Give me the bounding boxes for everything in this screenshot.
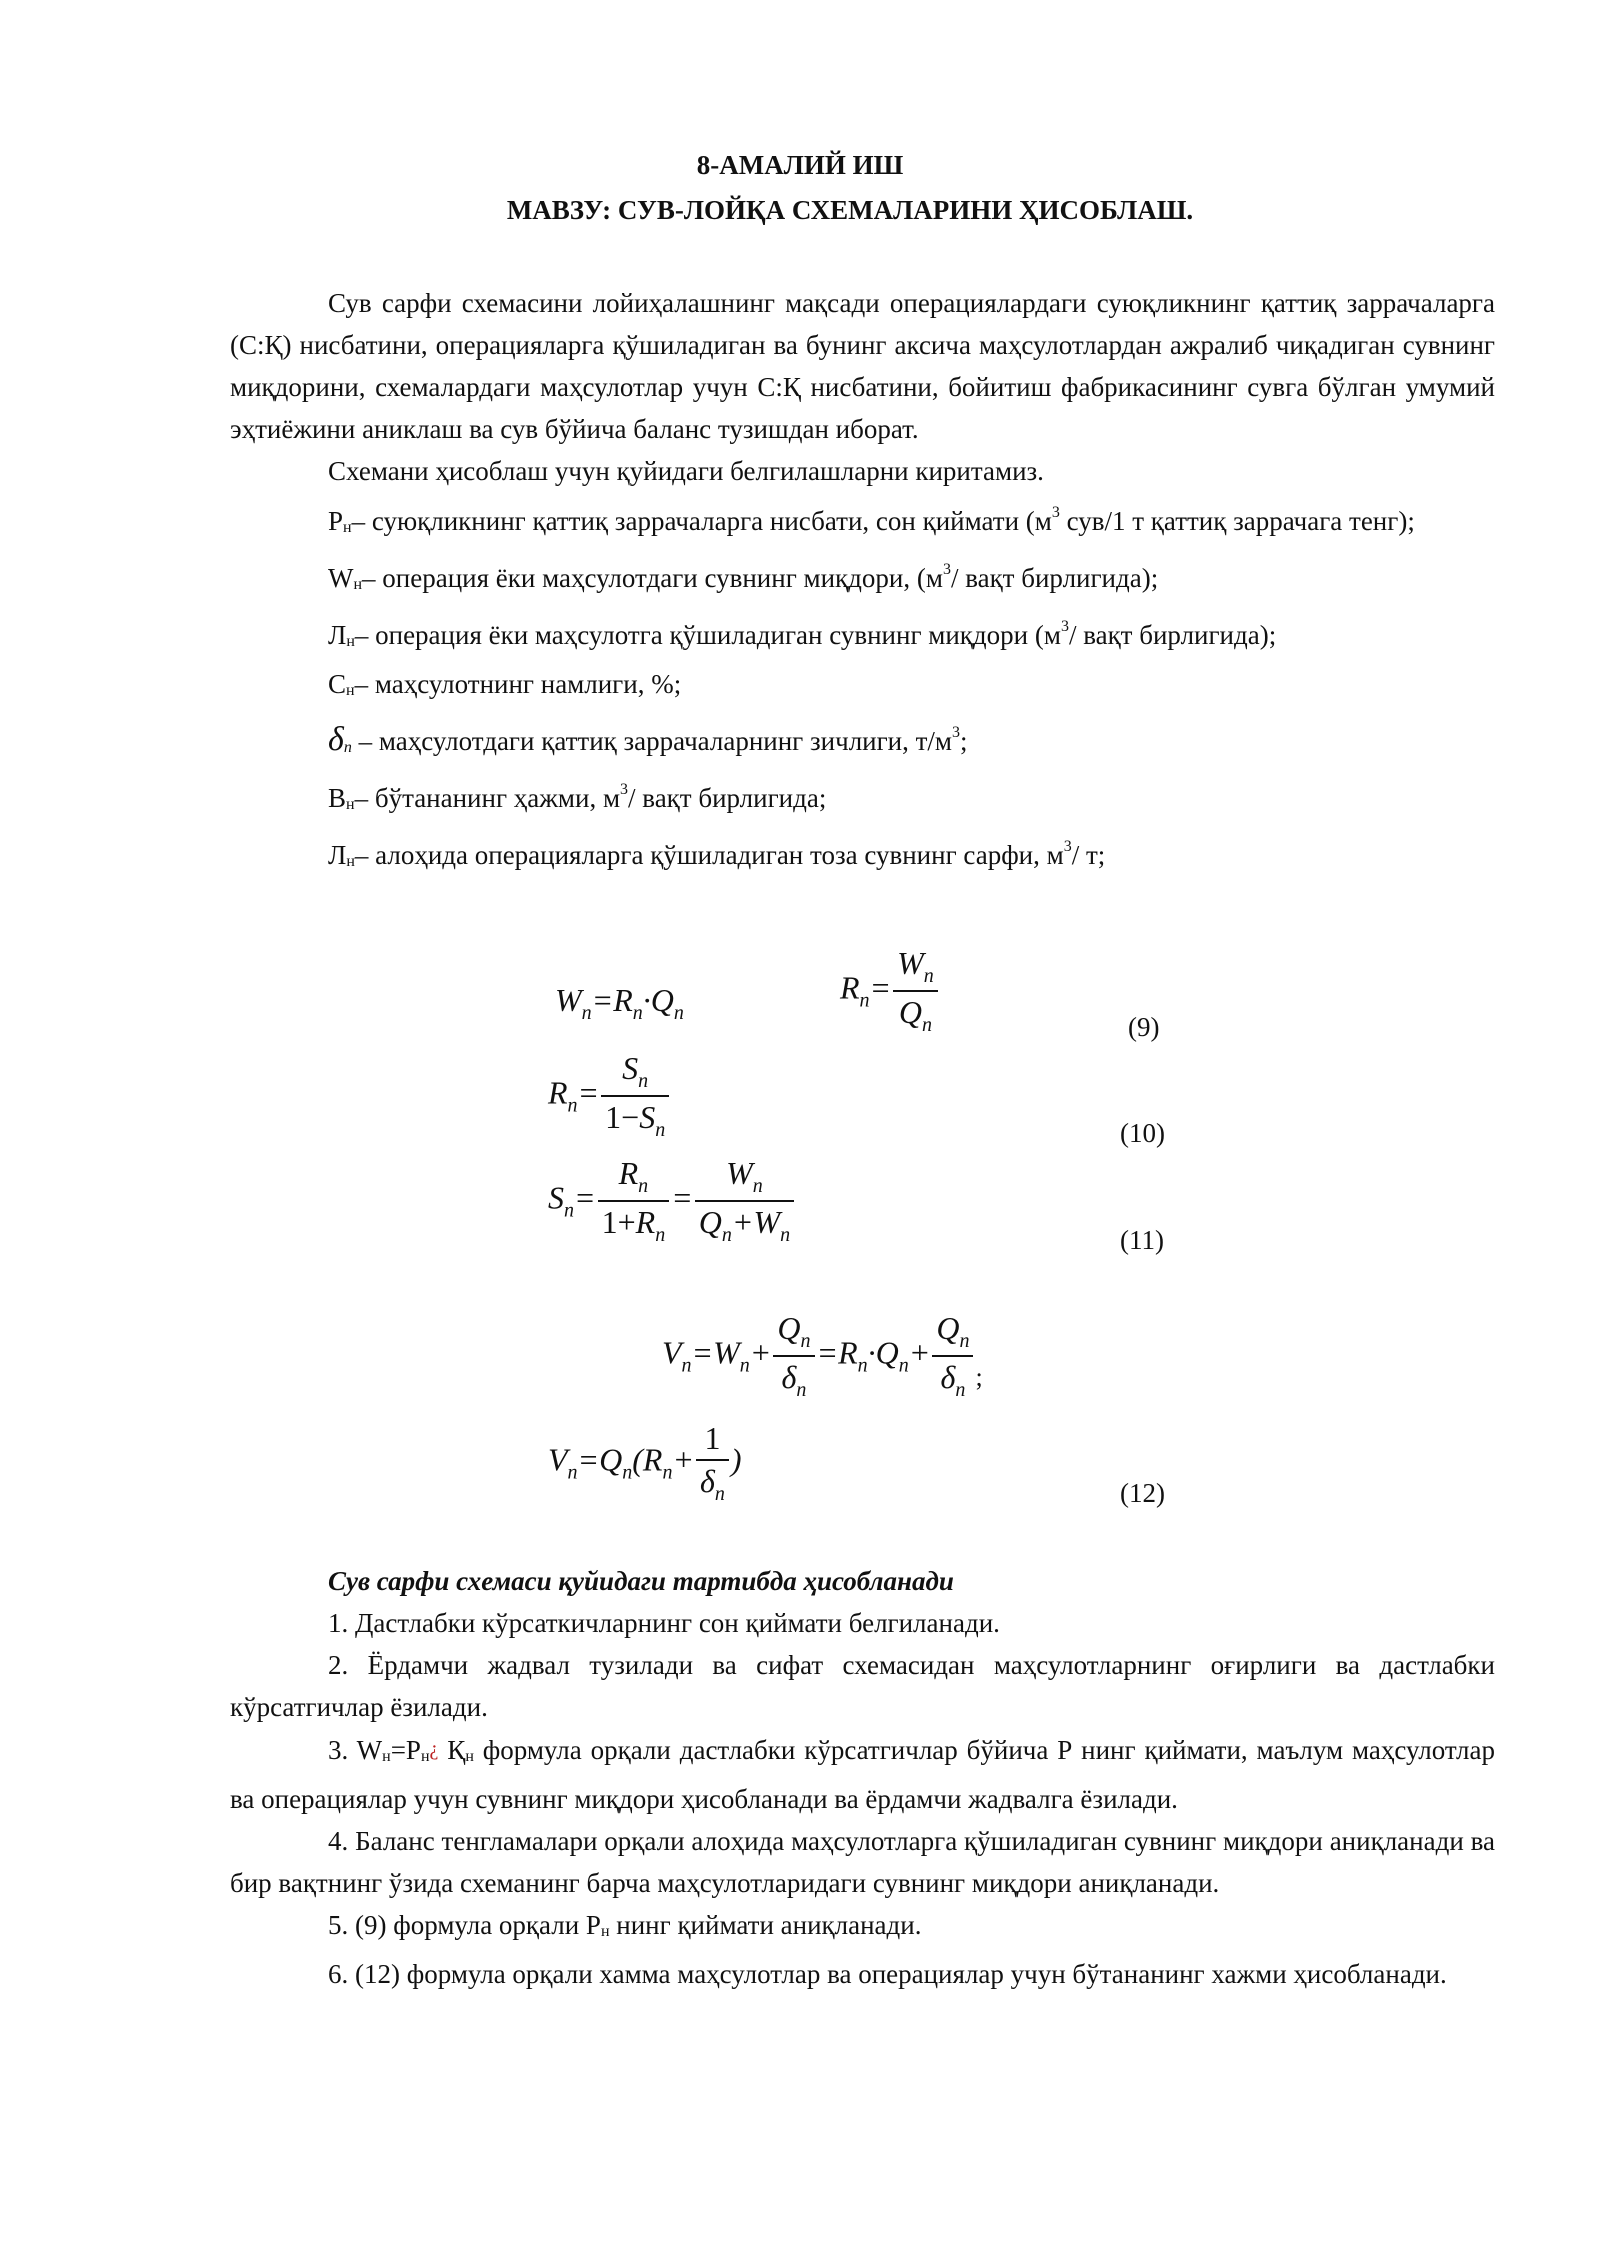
definition-item: Вн– бўтананинг ҳажми, $м^3/$ вақт бирлигида; — [328, 781, 827, 813]
definition-item: Wн– операция ёки маҳсулотдаги сувнинг миқдори, ($м^3/$ вақт бирлигида); — [328, 561, 1159, 593]
definition-item: Лн– операция ёки маҳсулотга қўшиладиган сувнинг миқдори ($м^3/$ вақт бирлигида); — [328, 618, 1277, 650]
intro-paragraph: Сув сарфи схемасини лойиҳалашнинг мақсади операциялардаги суюқликнинг қаттиқ заррачаларга (С:Қ) нисбатини, операцияларга қўшиладиган ва бунинг аксича маҳсулотлардан ажралиб чиқадиган сувнинг миқдорини, схемалардаги маҳсулотлар учун С:Қ нисбатини, бойитиш фабрикасининг сувга бўлган умумий эҳтиёжини аниклаш ва сув бўйича баланс тузишдан иборат. — [230, 288, 1495, 444]
definition-item: Сн– маҳсулотнинг намлиги, %; — [328, 669, 682, 699]
procedure-step: 4. Баланс тенгламалари орқали алоҳида маҳсулотларга қўшиладиган сувнинг миқдори аниқланади ва бир вақтнинг ўзида схеманинг барча маҳсулотларидаги сувнинг миқдори аниқланади. — [230, 1826, 1495, 1898]
procedure-step: 6. (12) формула орқали хамма маҳсулотлар ва операциялар учун бўтананинг хажми ҳисобланади. — [328, 1959, 1447, 1989]
procedure-step: 1. Дастлабки кўрсаткичларнинг сон қиймати белгиланади. — [328, 1608, 1000, 1638]
equation-number-11: (11) — [1120, 1225, 1164, 1255]
equation-number-12: (12) — [1120, 1478, 1165, 1508]
document-subtitle: МАВЗУ: СУВ-ЛОЙҚА СХЕМАЛАРИНИ ҲИСОБЛАШ. — [506, 195, 1194, 225]
formula-r-eq-s: $R_n=$ $\frac{S_n}{1-S_n}$ — [548, 1050, 671, 1142]
formula-v-eq-q-times: $V_n=Q_n(R_n+$ $\frac{1}{\delta_n}$ ) — [548, 1420, 742, 1505]
intro-section — [230, 282, 1495, 883]
procedure-step: 5. (9) формула орқали Рн нинг қиймати аниқланади. — [328, 1910, 922, 1940]
definition-item: δn – маҳсулотдаги қаттиқ заррачаларнинг зичлиги, $т/м^3$; — [328, 721, 968, 758]
formula-w-eq-rq: $W_n=R_n\cdot Q_n$ — [555, 982, 684, 1024]
procedure-heading: Сув сарфи схемаси қуйидаги тартибда ҳисобланади — [328, 1566, 954, 1596]
equation-number-9: (9) — [1128, 1012, 1160, 1042]
formula-s-eq-r: $S_n=$ $\frac{R_n}{1+R_n}$ = $\frac{W_n}{Q_n+W_n}$ — [548, 1155, 796, 1247]
definition-item: Рн– суюқликнинг қаттиқ заррачаларга нисбати, сон қиймати ($м^3$ сув/1 т қаттиқ заррачага тенг); — [328, 504, 1415, 536]
formula-r-eq-w-over-q: $R_n=$ $\frac{W_n}{Q_n}$ — [840, 945, 940, 1037]
formula-v-eq-w-plus-q-over-delta: $V_n=W_n+$ $\frac{Q_n}{\delta_n}$ $=R_n\cdot Q_n+$ $\frac{Q_n}{\delta_n}$ $_;$ — [662, 1310, 983, 1401]
definition-item: Лн– алоҳида операцияларга қўшиладиган тоза сувнинг сарфи, $м^3/$ т; — [328, 838, 1106, 870]
document-title: 8-АМАЛИЙ ИШ — [696, 150, 904, 180]
procedure-step: 2. Ёрдамчи жадвал тузилади ва сифат схемасидан маҳсулотларнинг оғирлиги ва дастлабки кўрсатгичлар ёзилади. — [230, 1650, 1495, 1722]
procedure-section — [230, 1560, 1495, 1995]
procedure-step: 3. Wн=Рн¿ Қн формула орқали дастлабки кўрсатгичлар бўйича Р нинг қиймати, маълум маҳсулотлар ва операциялар учун сувнинг миқдори ҳисобланади ва ёрдамчи жадвалга ёзилади. — [230, 1735, 1496, 1814]
equation-number-10: (10) — [1120, 1118, 1165, 1148]
definitions-intro: Схемани ҳисоблаш учун қуйидаги белгилашларни киритамиз. — [328, 456, 1044, 486]
